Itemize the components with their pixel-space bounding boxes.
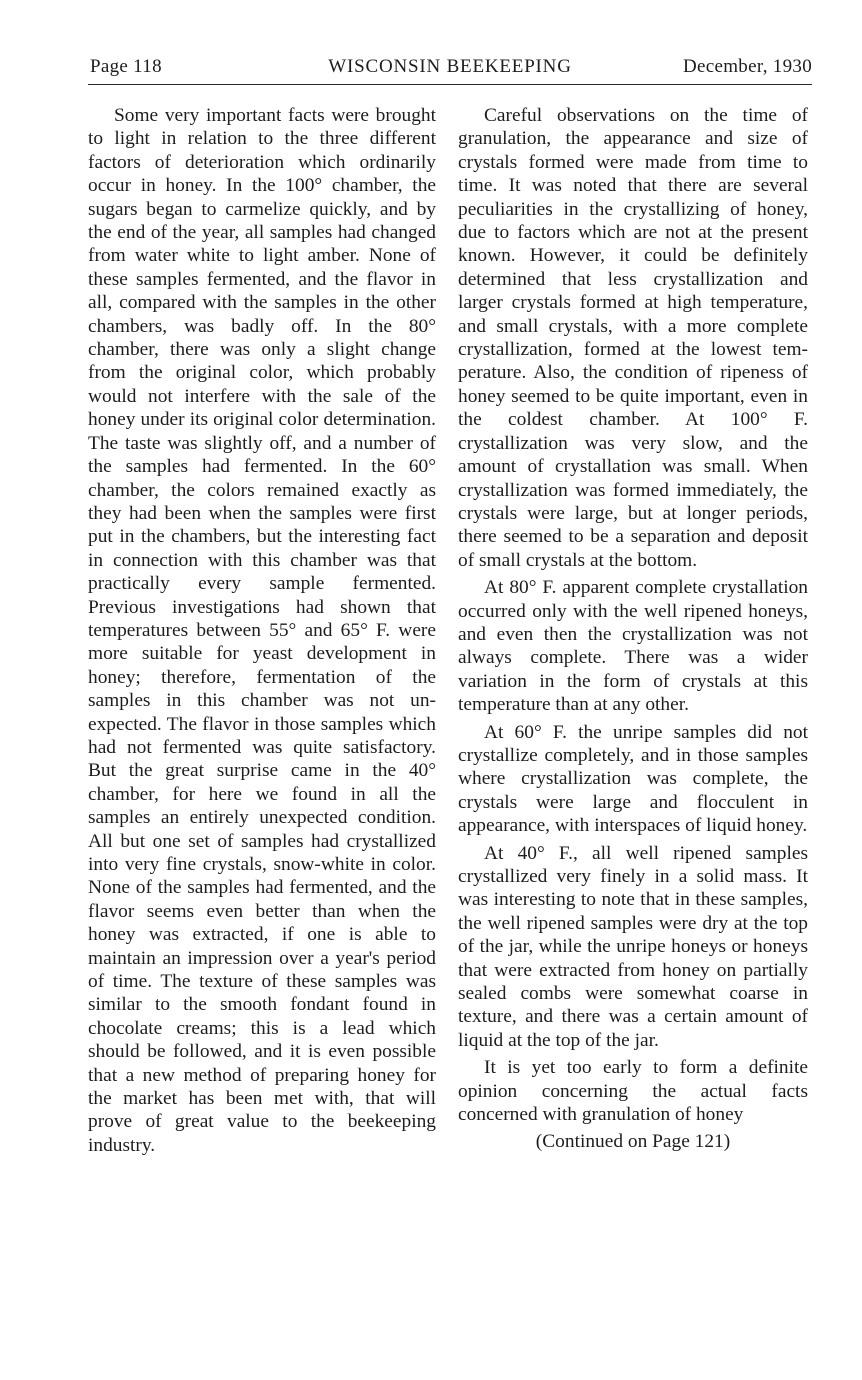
header-rule: [88, 84, 812, 85]
paragraph-left-1: Some very important facts were brought to light in relation to the three different factors of deterioration which ordinarily occur in honey. In the 100° chamber, the sugars began to carmelize quickly, and by the end of the year, all samples had changed from water white to light amber. None of these samples fermented, and the flavor in all, compared with the samples in the other chambers, was badly off. In the 80° chamber, there was only a slight change from the original color, which probably would not interfere with the sale of the honey under its original color determination. The taste was slightly off, and a number of the samples had fermented. In the 60° chamber, the colors remained exactly as they had been when the samples were first put in the chambers, but the interesting fact in connection with this chamber was that practically every sample fermented. Previous investigations had shown that temperatures between 55° and 65° F. were more suitable for yeast development in honey; therefore, fermentation of the samples in this chamber was not unexpected. The flavor in those samples which had not fermented was quite satisfactory. But the great surprise came in the 40° chamber, for here we found in all the samples an entirely unexpected condition. All but one set of samples had crystallized into very fine crystals, snow-white in color. None of the samples had fermented, and the flavor seems even better than when the honey was extracted, if one is able to maintain an impression over a year's period of time. The texture of these samples was similar to the smooth fondant found in chocolate creams; this is a lead which should be followed, and it is even possible that a new method of preparing honey for the market has been met with, that will prove of great value to the beekeeping industry.: [88, 105, 436, 1156]
paragraph-right-3: At 60° F. the unripe samples did not crystallize completely, and in those samples where crystallization was complete, the crystals were large and flocculent in appearance, with interspaces of liquid honey.: [458, 721, 808, 837]
paragraph-right-5: It is yet too early to form a definite opinion concerning the actual facts concerned with granulation of honey: [458, 1057, 808, 1126]
continued-note: (Continued on Page 121): [535, 1131, 731, 1153]
paragraph-right-2: At 80° F. apparent complete crystallation occurred only with the well ripened honeys, and even then the crystallization was not always complete. There was a wider variation in the form of crystals at this temperature than at any other.: [458, 577, 808, 716]
right-column: [458, 104, 808, 1158]
paragraph-right-4: At 40° F., all well ripened samples crystallized very finely in a solid mass. It was interesting to note that in these samples, the well ripened samples were dry at the top of the jar, while the unripe honeys or honeys that were extracted from honey on partially sealed combs were somewhat coarse in texture, and there was a certain amount of liquid at the top of the jar.: [458, 842, 808, 1051]
page-number: Page 118: [90, 56, 162, 77]
running-header: [88, 56, 812, 84]
paragraph-right-1: Careful observations on the time of granulation, the appearance and size of crystals formed were made from time to time. It was noted that there are several peculiarities in the crystallizing of honey, due to factors which are not at the present known. However, it could be definitely determined that less crystallization and larger crystals formed at high temperature, and small crystals, with a more complete crystallization, formed at the lowest temperature. Also, the condition of ripeness of honey seemed to be quite important, even in the coldest chamber. At 100° F. crystallization was very slow, and the amount of crystallation was small. When crystallization was formed immediately, the crystals were large, but at longer periods, there seemed to be a separation and deposit of small crystals at the bottom.: [458, 105, 808, 571]
left-column: [88, 104, 436, 1161]
issue-date: December, 1930: [683, 56, 812, 77]
journal-title: WISCONSIN BEEKEEPING: [328, 56, 572, 77]
